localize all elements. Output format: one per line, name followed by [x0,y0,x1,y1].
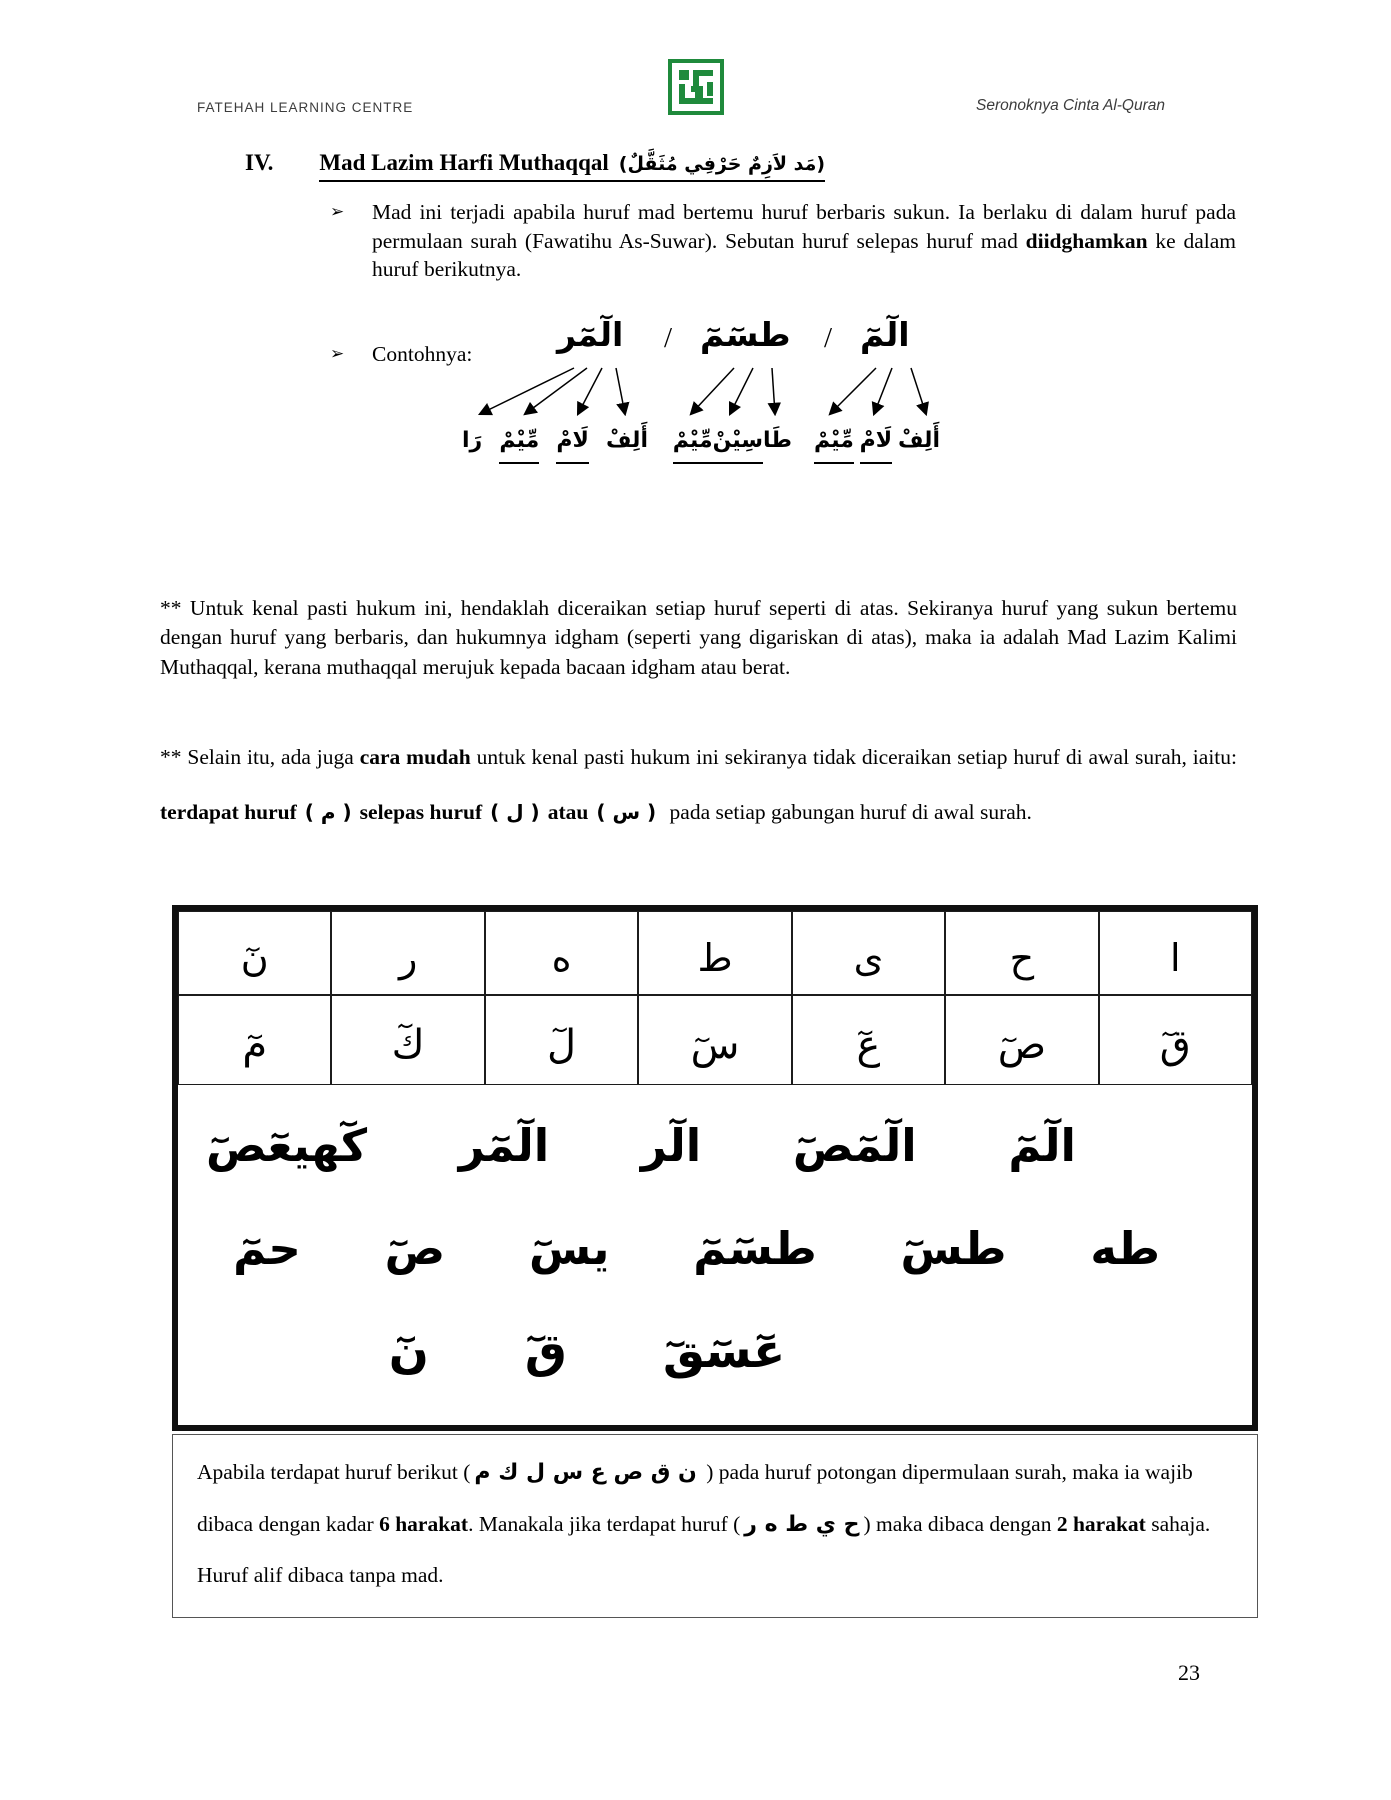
bullet-item-definition [330,198,1236,284]
muqattaat-examples [178,1085,1252,1419]
muqattaat-item: الٓمٓر [458,1119,550,1173]
decomposed-group-alif-lam-mim-ra [462,420,648,464]
muqattaat-item: طسٓ [900,1221,1007,1275]
p2-bold: atau [547,799,589,824]
muqattaat-item: الٓمٓ [1008,1119,1076,1173]
muqattaat-item: الٓمٓصٓ [792,1119,917,1173]
table-cell: لٓ [485,995,638,1085]
table-cell: ح [945,911,1098,995]
muqattaat-item: صٓ [384,1221,446,1275]
arabic-letter-sin: ( س ) [596,799,657,824]
decomposed-group-ta-sin-mim [674,420,792,464]
arabic-letter-mim: ( م ) [304,799,352,824]
page-number: 23 [1178,1660,1200,1685]
definition-text [372,198,1236,284]
composite-alif-lam-mim-ra: الٓمٓر [557,315,624,354]
huruf-table [172,905,1258,1431]
composite-alif-lam-mim: الٓمٓ [860,315,910,354]
letter-name-underlined: مِّيْمْ [499,420,539,464]
decomposition-diagram [462,306,1182,486]
p2-bold: terdapat huruf [160,799,297,824]
decomposed-group-alif-lam-mim [814,420,940,464]
caption-text: ) maka dibaca dengan [863,1511,1057,1536]
header-org-name: FATEHAH LEARNING CENTRE [197,100,414,115]
table-cell: ه [485,911,638,995]
caption-text: Apabila terdapat huruf berikut ( [197,1460,471,1484]
composite-ta-sin-mim: طسٓمٓ [700,315,791,354]
letter-name-underlined: سِيْنْ [713,420,763,464]
table-cell: عٓ [792,995,945,1085]
separator-slash: / [824,322,833,354]
muqattaat-item: يسٓ [528,1221,610,1275]
arabic-letter-lam: ( ل ) [490,799,540,824]
examples-label: Contohnya: [372,342,473,366]
table-cell: صٓ [945,995,1098,1085]
table-caption-note [172,1434,1258,1618]
muqattaat-item: عٓسٓقٓ [662,1324,786,1380]
definition-text-bold: diidghamkan [1025,228,1148,253]
section-title-text: Mad Lazim Harfi Muthaqqal [319,150,609,175]
definition-text-part2: ke dalam huruf berikutnya. [372,228,1236,282]
table-cell: ى [792,911,945,995]
table-cell: ط [638,911,791,995]
muqattaat-row-2 [178,1221,1252,1277]
caption-text: ) pada huruf potongan dipermulaan surah, maka ia wajib dibaca dengan kadar [197,1460,1193,1536]
muqattaat-item: طسٓمٓ [693,1221,817,1275]
table-cell: كٓ [331,995,484,1085]
arrow-bullet-icon: ➢ [330,344,345,363]
letter-name-underlined: مِّيْمْ [814,420,854,464]
caption-text: sahaja. Huruf alif dibaca tanpa mad. [197,1511,1211,1588]
table-cell: سٓ [638,995,791,1085]
arabic-6harakat-letters: ن ق ص ع س ل ك م [474,1460,697,1485]
explanation-paragraph: ** Untuk kenal pasti hukum ini, hendaklah diceraikan setiap huruf seperti di atas. Sekiranya huruf yang sukun bertemu dengan huruf yang berbaris, dan hukumnya idgham (seperti yang digariskan di atas), maka ia adalah Mad Lazim Kalimi Muthaqqal, kerana muthaqqal merujuk kepada bacaan idgham atau berat. [160,596,1237,679]
section-heading [245,150,825,182]
kufic-logo-icon [667,58,725,116]
caption-text: . Manakala jika terdapat huruf ( [468,1511,741,1536]
p2-text: untuk kenal pasti hukum ini sekiranya tidak diceraikan setiap huruf di awal surah, iaitu: [470,745,1237,769]
muqattaat-item: نٓ [388,1324,429,1380]
muqattaat-item: الٓر [640,1119,702,1173]
p2-bold: cara mudah [359,745,471,769]
separator-slash: / [664,322,673,354]
muqattaat-item: كٓهيعٓصٓ [206,1119,368,1173]
muqattaat-item: قٓ [524,1324,567,1380]
caption-bold-6harakat: 6 harakat [379,1511,469,1536]
muqattaat-row-1 [178,1118,1252,1174]
table-cell: نٓ [178,911,331,995]
table-row-2harakat-letters [178,911,1252,995]
section-title [319,150,825,182]
section-title-arabic: (مَد لاَزِمٌ حَرْفِي مُثَقَّلٌ) [618,153,826,175]
letter-name: رَا [462,428,483,453]
letter-name: أَلِفْ [605,428,648,453]
section-number: IV. [245,150,274,175]
caption-bold-2harakat: 2 harakat [1056,1511,1146,1536]
table-cell: ا [1099,911,1252,995]
table-cell: مٓ [178,995,331,1085]
muqattaat-item: طه [1090,1221,1160,1275]
table-cell: ر [331,911,484,995]
table-cell: قٓ [1099,995,1252,1085]
muqattaat-item: حمٓ [233,1221,301,1275]
arrow-bullet-icon: ➢ [330,202,345,221]
letter-name-underlined: مِّيْمْ [673,420,713,464]
letter-name-underlined: لَامْ [556,420,589,464]
muqattaat-row-3 [50,1323,1124,1382]
letter-name: طَا [763,428,792,453]
p2-text: ** Selain itu, ada juga [160,745,360,769]
p2-bold: selepas huruf [359,799,483,824]
letter-name-underlined: لَامْ [860,420,893,464]
p2-text: pada setiap gabungan huruf di awal surah. [664,799,1032,824]
table-row-6harakat-letters [178,995,1252,1085]
definition-text-part1: Mad ini terjadi apabila huruf mad bertemu huruf berbaris sukun. Ia berlaku di dalam huruf pada permulaan surah (Fawatihu As-Suwar). Sebutan huruf selepas huruf mad [372,200,1236,253]
easy-method-paragraph [160,730,1237,840]
header-slogan: Seronoknya Cinta Al-Quran [976,97,1165,114]
arabic-2harakat-letters: ح ي ط ه ر [744,1511,860,1537]
examples-section [330,306,1330,491]
letter-name: أَلِفْ [897,428,940,453]
